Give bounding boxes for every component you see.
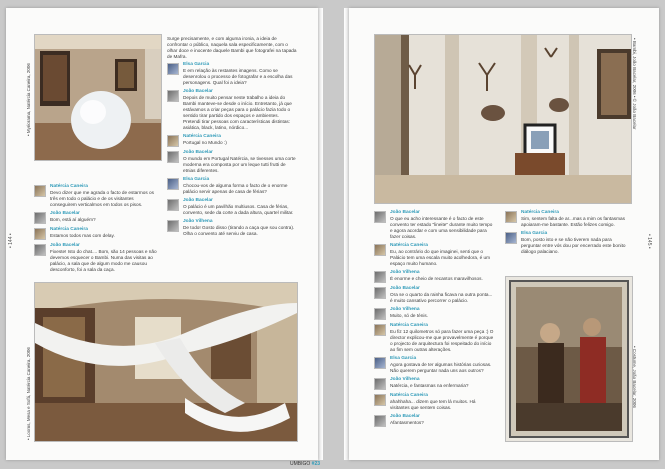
avatar — [167, 151, 179, 163]
chat-message — [167, 134, 297, 147]
message-text: O mundo em Portugal Natércia, se tivesses uma corte moderna era composta por um leque tutti frutti de etnias diferentes. — [183, 156, 296, 173]
author-name: João Vilhena — [390, 307, 420, 312]
left-col1 — [34, 184, 158, 276]
top-photo-caption: • Bambi, João Bacelar, 2006 • © João Bacelar — [632, 38, 637, 130]
author-name: Elsa Garcia — [183, 177, 210, 182]
right-page — [349, 8, 659, 460]
avatar — [374, 415, 386, 427]
chat-message — [167, 198, 297, 216]
top-photo-caption: • Myriorama, Natércia Caneira, 2006 — [26, 63, 31, 136]
message-text: O palácio é um pavilhão multiusos. Casa de férias, convento, sede da corte a dada altura, quartel militar. — [183, 204, 294, 215]
avatar — [374, 394, 386, 406]
message-text: Sim, sentem falta de ar...mas a mim os fantasmas apoiaram-me bastante. Estão felizes comigo. — [521, 216, 625, 227]
bottom-photo — [34, 282, 298, 442]
message-text: O que eu acho interessante é o facto de este convento ter estado "lineite" durante muito tempo e agora acordar e com uma sensibilidade para fazer coisas. — [390, 216, 493, 239]
chat-message — [374, 243, 494, 267]
author-name: Elsa Garcia — [183, 62, 210, 67]
avatar — [505, 211, 517, 223]
author-name: João Bacelar — [390, 210, 420, 215]
message-text: Muito, só de ténis. — [390, 313, 429, 318]
author-name: Natércia Caneira — [390, 323, 428, 328]
top-photo — [374, 34, 632, 204]
avatar — [374, 271, 386, 283]
author-name: João Vilhena — [183, 219, 213, 224]
avatar — [167, 135, 179, 147]
message-text: Bom, está aí alguém? — [50, 217, 96, 222]
avatar — [167, 63, 179, 75]
message-text: Afantasmentos? — [390, 420, 424, 425]
message-text: Bom, posto isto e se não tiverem nada para perguntar entre vós dou por encerrado este bonito diálogo palaciano. — [521, 237, 626, 254]
left-page — [6, 8, 318, 460]
left-page-number: • 144 • — [8, 233, 14, 248]
chat-message — [374, 307, 494, 320]
message-text: Fixeste! Isto do chat.... Bom, são 14 pessoas e não devemos esquecer o Bambi. Numa das visitas ao palácio, a sala que de algum modo me causou desconforto, foi a sala da caça. — [50, 249, 157, 272]
footer-number: #23 — [311, 461, 321, 467]
avatar — [374, 357, 386, 369]
chat-message — [374, 270, 494, 283]
avatar — [167, 220, 179, 232]
author-name: Natércia Caneira — [183, 134, 221, 139]
author-name: Natércia Caneira — [390, 393, 428, 398]
message-text: ahahhaha... dizem que tem lá muitos. Há visitantes que sentem coisas. — [390, 399, 476, 410]
chat-message — [167, 62, 297, 86]
right-col2 — [505, 210, 631, 258]
author-name: João Bacelar — [183, 198, 213, 203]
chat-message — [374, 414, 494, 427]
message-text: E em relação às restantes imagens. Como se desenrolou o processo de fotografar e a escolha das personagens. Qual foi a ideia? — [183, 68, 293, 85]
avatar — [34, 228, 46, 240]
author-name: João Bacelar — [390, 414, 420, 419]
author-name: João Bacelar — [50, 211, 80, 216]
message-text: Eu fiz 12 quilometros só para fazer uma peça :) O director explicou-me que provavelmente é porque o projecto de arquitectura foi respeitado do início ao fim sem outras alterações. — [390, 329, 494, 352]
footer — [290, 461, 320, 467]
chat-message — [374, 286, 494, 304]
author-name: Natércia Caneira — [50, 184, 88, 189]
author-name: João Bacelar — [50, 243, 80, 248]
avatar — [505, 232, 517, 244]
avatar — [374, 211, 386, 223]
chat-message — [34, 243, 158, 273]
avatar — [34, 212, 46, 224]
chat-message — [167, 89, 297, 131]
intro-text: Surge precisamente, e com alguma ironia, a ideia de confrontar o público, naquela sala especificamente, com o olhar doce e inocente daquele Bambi que fotografei na tapada de Mafra. — [167, 36, 297, 59]
avatar — [374, 244, 386, 256]
avatar — [34, 185, 46, 197]
author-name: Natércia Caneira — [521, 210, 559, 215]
chat-message — [374, 377, 494, 390]
footer-label: UMBIGO — [290, 461, 311, 467]
right-col1 — [374, 210, 494, 430]
author-name: João Vilhena — [390, 377, 420, 382]
chat-message — [167, 150, 297, 174]
right-page-number: • 145 • — [646, 234, 652, 249]
author-name: João Bacelar — [183, 89, 213, 94]
message-text: Devo dizer que me agrada o facto de estarmos os três em todo o palácio e de os visitantes conseguirem verticalmos em todos os pisos. — [50, 190, 154, 207]
author-name: João Bacelar — [390, 286, 420, 291]
chat-message — [374, 323, 494, 353]
message-text: É enorme e cheio de recantos maravilhosos. — [390, 276, 483, 281]
author-name: Natércia Caneira — [390, 243, 428, 248]
chat-message — [34, 211, 158, 224]
message-text: Agora gostava de ter algumas histórias curiosas. Não querem perguntar nada uns aos outros? — [390, 362, 492, 373]
chat-message — [505, 231, 631, 255]
avatar — [34, 244, 46, 256]
avatar — [374, 324, 386, 336]
author-name: Natércia Caneira — [50, 227, 88, 232]
chat-message — [34, 227, 158, 240]
chat-message — [374, 210, 494, 240]
avatar — [374, 378, 386, 390]
chat-message — [374, 393, 494, 411]
message-text: Portugal no Mundo :) — [183, 140, 227, 145]
chat-message — [374, 356, 494, 374]
message-text: Natércia, e fantasmas na enfermaria? — [390, 383, 469, 388]
bottom-photo-caption: • Costume, João Bacelar, 2006 — [632, 346, 637, 408]
message-text: Chocou-vos de alguma forma o facto de o enorme palácio servir apenas de casa de férias? — [183, 183, 288, 194]
left-col2 — [167, 36, 297, 240]
top-photo — [34, 34, 162, 161]
author-name: João Bacelar — [183, 150, 213, 155]
chat-message — [167, 177, 297, 195]
avatar — [167, 178, 179, 190]
message-text: Eu, ao contrário do que imaginei, senti que o Palácio tem uma escala muito acolhedora, é um espaço muito humano. — [390, 249, 491, 266]
author-name: Elsa Garcia — [521, 231, 548, 236]
avatar — [374, 287, 386, 299]
avatar — [167, 199, 179, 211]
chat-message — [505, 210, 631, 228]
bottom-photo — [505, 276, 633, 442]
avatar — [374, 308, 386, 320]
message-text: Depois de muito pensar neste trabalho a ideia do Bambi manteve-se desde o início. Entretanto, já que estávamos a criar peças para o palácio fazia todo o sentido tirar partido dos espaços e ambientes. Pretendi tirar pessoas com características distintas: asiática, black, latino, nórdico... — [183, 95, 292, 130]
author-name: João Vilhena — [390, 270, 420, 275]
avatar — [167, 90, 179, 102]
bottom-photo-caption: • Looms, Mesa e Sofá, Natércia Caneira, 2006 — [26, 347, 31, 440]
chat-message — [34, 184, 158, 208]
author-name: Elsa Garcia — [390, 356, 417, 361]
message-text: Ora se o quarto da rainha ficava na outra ponta... é muito cansativo percorrer o palácio. — [390, 292, 493, 303]
message-text: Estamos todos mas com delay. — [50, 233, 115, 238]
chat-message — [167, 219, 297, 237]
message-text: De todo! Gosto disso (tirando a caça que sou contra). Olha o convento até serviu de casa. — [183, 225, 295, 236]
